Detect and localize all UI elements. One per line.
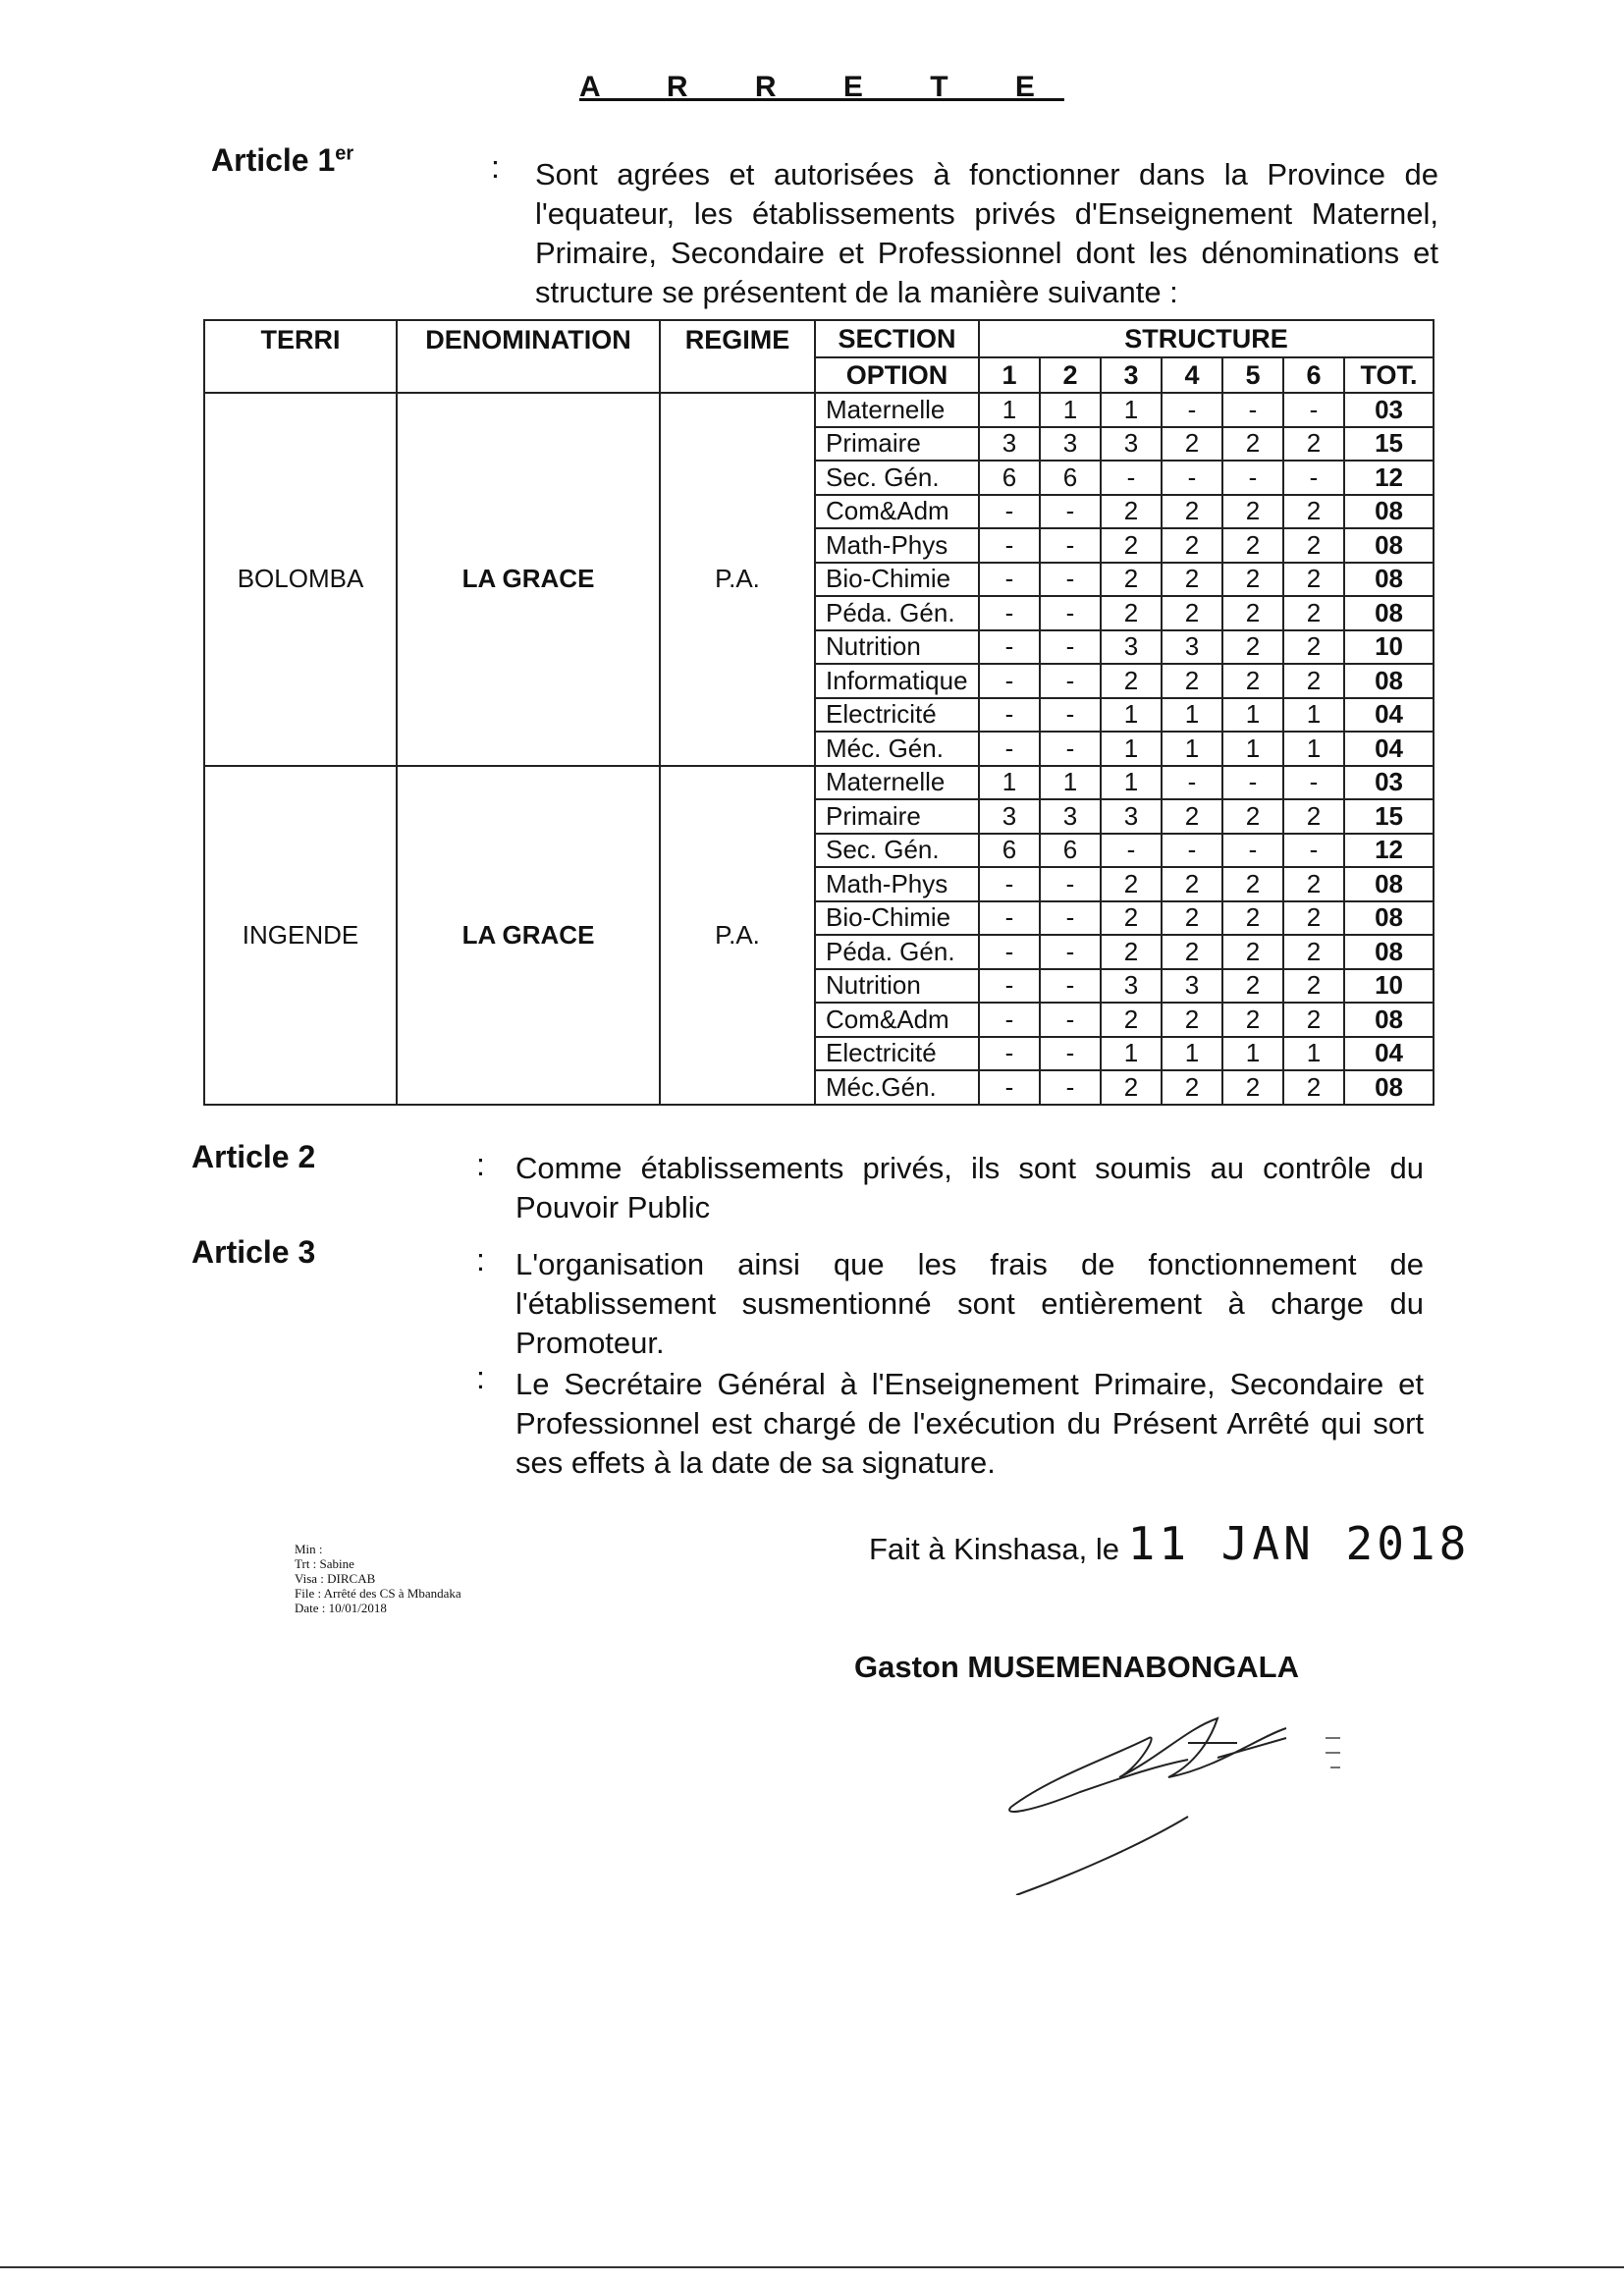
value-cell-3: 2 [1101,664,1162,698]
value-cell-4: 3 [1162,969,1222,1004]
value-cell-3: 2 [1101,495,1162,529]
total-cell: 10 [1344,969,1434,1004]
value-cell-1: - [979,1003,1040,1037]
value-cell-1: - [979,867,1040,901]
total-cell: 04 [1344,732,1434,766]
value-cell-5: 2 [1222,1070,1283,1105]
value-cell-6: - [1283,393,1344,427]
value-cell-5: 1 [1222,1037,1283,1071]
article-2-colon: : [476,1147,485,1182]
value-cell-6: 2 [1283,495,1344,529]
value-cell-5: - [1222,393,1283,427]
ref-date: Date : 10/01/2018 [295,1601,387,1615]
regime-cell: P.A. [660,393,815,766]
value-cell-1: - [979,563,1040,597]
value-cell-6: 1 [1283,698,1344,733]
value-cell-3: - [1101,461,1162,495]
value-cell-2: - [1040,563,1101,597]
value-cell-1: 3 [979,799,1040,834]
value-cell-2: - [1040,495,1101,529]
value-cell-3: 2 [1101,1003,1162,1037]
handwritten-signature [992,1699,1384,1895]
value-cell-5: 2 [1222,528,1283,563]
value-cell-2: - [1040,630,1101,665]
table-row [204,393,1434,427]
option-cell: Sec. Gén. [815,834,979,868]
total-cell: 08 [1344,935,1434,969]
place-date-line [869,1517,1470,1570]
value-cell-5: - [1222,766,1283,800]
value-cell-6: - [1283,461,1344,495]
value-cell-5: 2 [1222,1003,1283,1037]
value-cell-4: 1 [1162,732,1222,766]
option-cell: Primaire [815,799,979,834]
page-bottom-rule [0,2266,1624,2268]
value-cell-4: 2 [1162,427,1222,462]
value-cell-4: - [1162,834,1222,868]
article-1-text: Sont agrées et autorisées à fonctionner dans la Province de l'equateur, les établissements privés d'Enseignement Maternel, Primaire, Secondaire et Professionnel dont les dénominations et structure se présentent de la manière suivante : [535,157,1438,309]
value-cell-1: - [979,1037,1040,1071]
value-cell-6: 1 [1283,1037,1344,1071]
value-cell-6: 2 [1283,1070,1344,1105]
value-cell-3: 2 [1101,596,1162,630]
value-cell-5: 2 [1222,630,1283,665]
structure-table [203,319,1435,1106]
value-cell-2: - [1040,935,1101,969]
header-denomination: DENOMINATION [397,320,660,393]
option-cell: Math-Phys [815,867,979,901]
value-cell-5: 2 [1222,664,1283,698]
value-cell-5: - [1222,834,1283,868]
header-section: SECTION [815,320,979,357]
ref-min: Min : [295,1542,323,1556]
total-cell: 04 [1344,1037,1434,1071]
stamped-date: 11 JAN 2018 [1127,1517,1471,1570]
option-cell: Primaire [815,427,979,462]
value-cell-1: - [979,732,1040,766]
value-cell-3: 3 [1101,427,1162,462]
value-cell-2: - [1040,664,1101,698]
document-title: A R R E T E [579,71,1064,103]
option-cell: Maternelle [815,766,979,800]
value-cell-1: - [979,495,1040,529]
value-cell-3: 2 [1101,867,1162,901]
value-cell-4: - [1162,766,1222,800]
value-cell-3: - [1101,834,1162,868]
value-cell-2: - [1040,1037,1101,1071]
option-cell: Com&Adm [815,1003,979,1037]
value-cell-2: - [1040,867,1101,901]
header-terri: TERRI [204,320,397,393]
value-cell-5: 1 [1222,732,1283,766]
option-cell: Méc.Gén. [815,1070,979,1105]
value-cell-4: 1 [1162,698,1222,733]
value-cell-1: - [979,969,1040,1004]
option-cell: Electricité [815,698,979,733]
value-cell-5: - [1222,461,1283,495]
value-cell-2: - [1040,698,1101,733]
denomination-cell: LA GRACE [397,393,660,766]
value-cell-4: - [1162,461,1222,495]
value-cell-6: 2 [1283,664,1344,698]
value-cell-3: 3 [1101,969,1162,1004]
option-cell: Nutrition [815,969,979,1004]
article-3-text: L'organisation ainsi que les frais de fonctionnement de l'établissement susmentionné sont entièrement à charge du Promoteur. [515,1247,1424,1360]
value-cell-2: 3 [1040,427,1101,462]
value-cell-5: 2 [1222,799,1283,834]
value-cell-1: - [979,901,1040,936]
article-1-label [211,142,353,179]
value-cell-4: 2 [1162,935,1222,969]
value-cell-6: 2 [1283,427,1344,462]
value-cell-5: 2 [1222,867,1283,901]
total-cell: 10 [1344,630,1434,665]
value-cell-3: 2 [1101,935,1162,969]
value-cell-1: - [979,596,1040,630]
total-cell: 08 [1344,1003,1434,1037]
value-cell-1: - [979,935,1040,969]
value-cell-1: - [979,1070,1040,1105]
article-1-colon: : [491,149,500,185]
total-cell: 12 [1344,834,1434,868]
total-cell: 08 [1344,664,1434,698]
option-cell: Péda. Gén. [815,596,979,630]
regime-cell: P.A. [660,766,815,1105]
value-cell-1: 6 [979,461,1040,495]
option-cell: Informatique [815,664,979,698]
option-cell: Nutrition [815,630,979,665]
value-cell-4: 2 [1162,596,1222,630]
value-cell-3: 1 [1101,1037,1162,1071]
value-cell-4: 2 [1162,563,1222,597]
value-cell-2: - [1040,596,1101,630]
article-4-colon: : [476,1360,485,1395]
value-cell-3: 2 [1101,563,1162,597]
total-cell: 03 [1344,766,1434,800]
value-cell-2: 1 [1040,766,1101,800]
header-regime: REGIME [660,320,815,393]
ref-treated-by: Trt : Sabine [295,1556,354,1571]
value-cell-4: 2 [1162,528,1222,563]
value-cell-2: 1 [1040,393,1101,427]
value-cell-6: 2 [1283,1003,1344,1037]
total-cell: 04 [1344,698,1434,733]
total-cell: 08 [1344,528,1434,563]
option-cell: Electricité [815,1037,979,1071]
total-cell: 03 [1344,393,1434,427]
ref-file: File : Arrêté des CS à Mbandaka [295,1586,461,1601]
reference-block [295,1542,461,1615]
total-cell: 15 [1344,799,1434,834]
header-col-6: 6 [1283,357,1344,393]
signer-name: Gaston MUSEMENABONGALA [854,1650,1299,1684]
value-cell-2: - [1040,969,1101,1004]
option-cell: Maternelle [815,393,979,427]
value-cell-6: 2 [1283,630,1344,665]
value-cell-2: - [1040,1070,1101,1105]
value-cell-2: 6 [1040,461,1101,495]
value-cell-3: 1 [1101,766,1162,800]
value-cell-4: - [1162,393,1222,427]
header-col-3: 3 [1101,357,1162,393]
option-cell: Com&Adm [815,495,979,529]
value-cell-4: 2 [1162,664,1222,698]
total-cell: 12 [1344,461,1434,495]
header-col-5: 5 [1222,357,1283,393]
article-2-label: Article 2 [191,1139,316,1174]
article-1-superscript: er [335,142,354,165]
value-cell-4: 2 [1162,901,1222,936]
option-cell: Bio-Chimie [815,563,979,597]
value-cell-6: 2 [1283,596,1344,630]
value-cell-5: 2 [1222,495,1283,529]
structure-table-body [204,393,1434,1105]
value-cell-1: 3 [979,427,1040,462]
value-cell-1: - [979,528,1040,563]
value-cell-2: - [1040,732,1101,766]
header-col-2: 2 [1040,357,1101,393]
value-cell-4: 2 [1162,867,1222,901]
total-cell: 08 [1344,867,1434,901]
header-col-tot: TOT. [1344,357,1434,393]
ref-visa: Visa : DIRCAB [295,1571,376,1586]
value-cell-6: 2 [1283,799,1344,834]
header-option: OPTION [815,357,979,393]
value-cell-2: - [1040,1003,1101,1037]
value-cell-1: - [979,698,1040,733]
value-cell-5: 2 [1222,563,1283,597]
value-cell-4: 2 [1162,1003,1222,1037]
value-cell-5: 2 [1222,935,1283,969]
total-cell: 08 [1344,1070,1434,1105]
value-cell-4: 2 [1162,495,1222,529]
value-cell-3: 1 [1101,698,1162,733]
value-cell-5: 2 [1222,596,1283,630]
table-row [204,766,1434,800]
value-cell-6: 2 [1283,935,1344,969]
header-col-1: 1 [979,357,1040,393]
value-cell-6: 2 [1283,969,1344,1004]
value-cell-6: 2 [1283,901,1344,936]
article-1-label-text: Article 1 [211,142,336,178]
option-cell: Bio-Chimie [815,901,979,936]
value-cell-5: 1 [1222,698,1283,733]
option-cell: Méc. Gén. [815,732,979,766]
value-cell-2: - [1040,528,1101,563]
value-cell-2: 6 [1040,834,1101,868]
option-cell: Sec. Gén. [815,461,979,495]
value-cell-5: 2 [1222,901,1283,936]
total-cell: 08 [1344,901,1434,936]
value-cell-3: 2 [1101,528,1162,563]
total-cell: 08 [1344,563,1434,597]
value-cell-5: 2 [1222,427,1283,462]
article-3-label: Article 3 [191,1234,316,1270]
value-cell-2: 3 [1040,799,1101,834]
value-cell-4: 2 [1162,1070,1222,1105]
option-cell: Péda. Gén. [815,935,979,969]
value-cell-1: - [979,630,1040,665]
value-cell-3: 3 [1101,630,1162,665]
article-2-text: Comme établissements privés, ils sont soumis au contrôle du Pouvoir Public [515,1151,1424,1224]
value-cell-6: - [1283,834,1344,868]
denomination-cell: LA GRACE [397,766,660,1105]
value-cell-4: 1 [1162,1037,1222,1071]
value-cell-6: 2 [1283,867,1344,901]
value-cell-3: 3 [1101,799,1162,834]
value-cell-6: 2 [1283,528,1344,563]
total-cell: 15 [1344,427,1434,462]
terri-cell: INGENDE [204,766,397,1105]
value-cell-1: 1 [979,393,1040,427]
value-cell-3: 2 [1101,901,1162,936]
value-cell-1: - [979,664,1040,698]
total-cell: 08 [1344,596,1434,630]
value-cell-1: 6 [979,834,1040,868]
article-3-colon: : [476,1242,485,1277]
terri-cell: BOLOMBA [204,393,397,766]
value-cell-4: 2 [1162,799,1222,834]
place-prefix: Fait à Kinshasa, le [869,1532,1120,1566]
value-cell-5: 2 [1222,969,1283,1004]
value-cell-6: 1 [1283,732,1344,766]
header-col-4: 4 [1162,357,1222,393]
value-cell-3: 1 [1101,732,1162,766]
header-structure: STRUCTURE [979,320,1434,357]
value-cell-2: - [1040,901,1101,936]
article-4-text: Le Secrétaire Général à l'Enseignement Primaire, Secondaire et Professionnel est chargé de l'exécution du Présent Arrêté qui sort ses effets à la date de sa signature. [515,1367,1424,1480]
total-cell: 08 [1344,495,1434,529]
value-cell-1: 1 [979,766,1040,800]
value-cell-3: 2 [1101,1070,1162,1105]
value-cell-6: - [1283,766,1344,800]
value-cell-6: 2 [1283,563,1344,597]
option-cell: Math-Phys [815,528,979,563]
value-cell-4: 3 [1162,630,1222,665]
value-cell-3: 1 [1101,393,1162,427]
